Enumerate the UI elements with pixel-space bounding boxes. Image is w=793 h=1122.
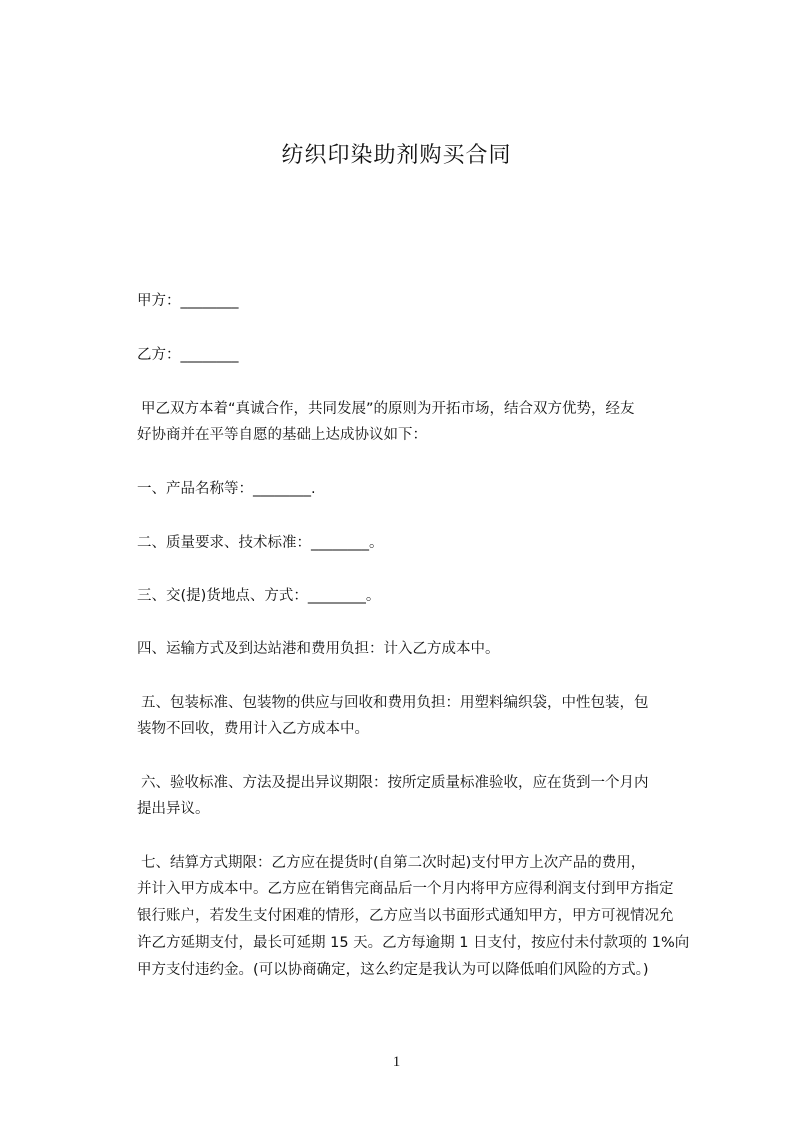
clause-7-line-5: 甲方支付违约金。(可以协商确定，这么约定是我认为可以降低咱们风险的方式。) [137, 962, 649, 978]
clause-7-line-1: 七、结算方式期限：乙方应在提货时(自第二次时起)支付甲方上次产品的费用， [141, 855, 646, 871]
clause-5-line-1: 五、包装标准、包装物的供应与回收和费用负担：用塑料编织袋，中性包装，包 [141, 695, 649, 711]
clause-6-line-1: 六、验收标准、方法及提出异议期限：按所定质量标准验收，应在货到一个月内 [141, 775, 649, 791]
clause-7-line-3: 银行账户，若发生支付困难的情形，乙方应当以书面形式通知甲方，甲方可视情况允 [137, 908, 674, 924]
clause-7-line-2: 并计入甲方成本中。乙方应在销售完商品后一个月内将甲方应得利润支付到甲方指定 [137, 881, 674, 897]
contract-title: 纺织印染助剂购买合同 [281, 143, 512, 168]
clause-1: 一、产品名称等：________. [137, 481, 316, 497]
intro-line-1: 甲乙双方本着“真诚合作，共同发展”的原则为开拓市场，结合双方优势，经友 [141, 401, 635, 417]
clause-5-line-2: 装物不回收，费用计入乙方成本中。 [137, 721, 369, 737]
party-a-line: 甲方：________ [137, 293, 239, 309]
clause-6-line-2: 提出异议。 [137, 801, 210, 817]
intro-line-2: 好协商并在平等自愿的基础上达成协议如下： [137, 427, 427, 443]
clause-7-line-4: 许乙方延期支付，最长可延期 15 天。乙方每逾期 1 日支付，按应付未付款项的 1%向 [137, 935, 690, 951]
clause-4: 四、运输方式及到达站港和费用负担：计入乙方成本中。 [137, 641, 500, 657]
party-b-line: 乙方：________ [137, 347, 239, 363]
clause-3: 三、交(提)货地点、方式：________。 [137, 588, 381, 604]
clause-2: 二、质量要求、技术标准：________。 [137, 535, 384, 551]
page-number: 1 [392, 1054, 401, 1070]
